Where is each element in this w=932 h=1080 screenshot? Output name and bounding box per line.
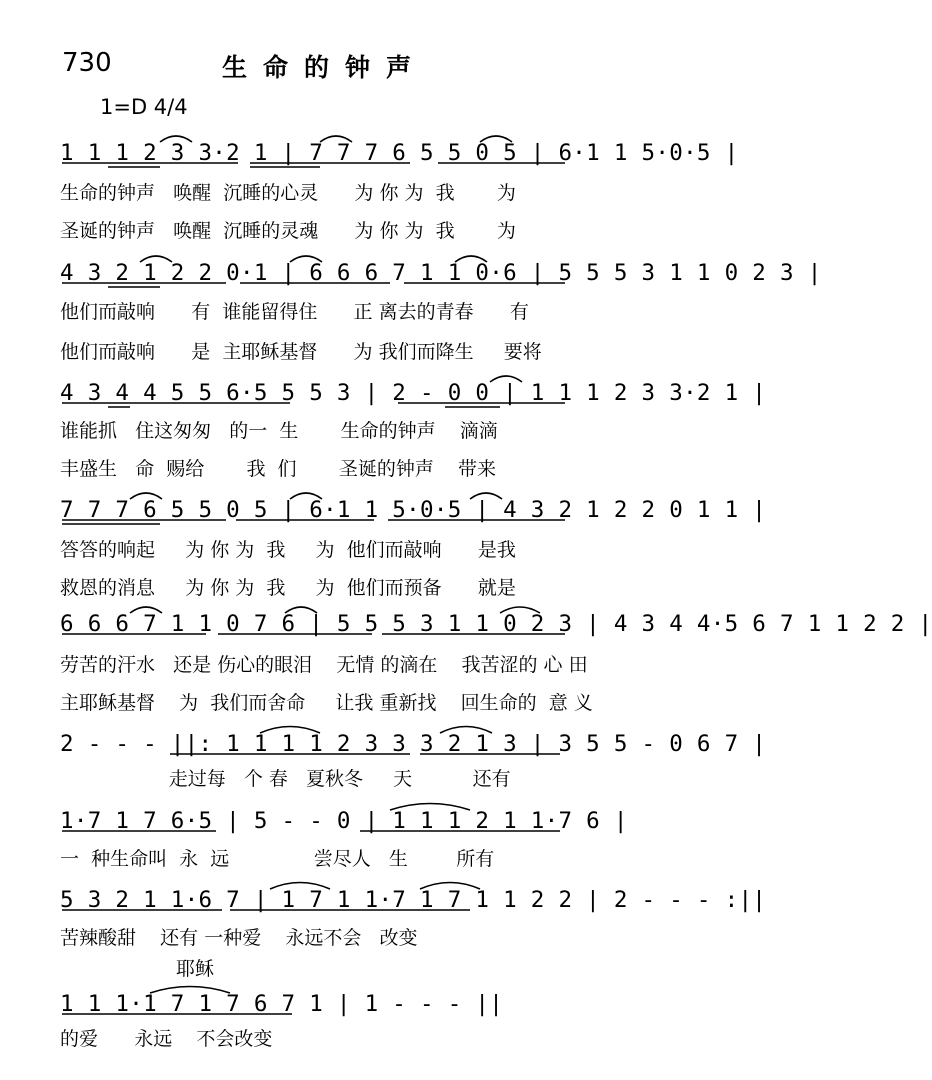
lyric-line-2b: 他们而敲响 是 主耶稣基督 为 我们而降生 要将: [60, 341, 542, 363]
notation-line-2: 4 3 2 1 2 2 0·1 | 6 6 6 7 1 1 0·6 | 5 5 5 3 1 1 0 2 3 |: [60, 260, 822, 286]
lyric-line-4a: 答答的响起 为 你 为 我 为 他们而敲响 是我: [60, 539, 516, 561]
notation-line-7: 1·7 1 7 6·5 | 5 - - 0 | 1 1 1 2 1 1·7 6 |: [60, 808, 628, 834]
lyric-above-line-9: 耶稣: [176, 958, 215, 980]
lyric-line-1a: 生命的钟声 唤醒 沉睡的心灵 为 你 为 我 为: [60, 182, 516, 204]
lyric-line-5a: 劳苦的汗水 还是 伤心的眼泪 无情 的滴在 我苦涩的 心 田: [60, 654, 588, 676]
lyric-line-1b: 圣诞的钟声 唤醒 沉睡的灵魂 为 你 为 我 为: [60, 220, 516, 242]
notation-line-4: 7 7 7 6 5 5 0 5 | 6·1 1 5·0·5 | 4 3 2 1 2 2 0 1 1 |: [60, 497, 767, 523]
notation-line-8: 5 3 2 1 1·6 7 | 1 7 1 1·7 1 7 1 1 2 2 | 2 - - - :||: [60, 887, 767, 913]
lyric-line-8: 苦辣酸甜 还有 一种爱 永远不会 改变: [60, 927, 418, 949]
lyric-line-3b: 丰盛生 命 赐给 我 们 圣诞的钟声 带来: [60, 458, 496, 480]
page-number: 730: [62, 48, 112, 78]
notation-line-3: 4 3 4 4 5 5 6·5 5 5 3 | 2 - 0 0 | 1 1 1 2 3 3·2 1 |: [60, 380, 767, 406]
notation-line-6: 2 - - - ||: 1 1 1 1 2 3 3 3 2 1 3 | 3 5 5 - 0 6 7 |: [60, 731, 767, 757]
song-title: 生命的钟声: [222, 53, 428, 82]
notation-line-9: 1 1 1·1 7 1 7 6 7 1 | 1 - - - ||: [60, 991, 504, 1017]
key-signature: 1=D 4/4: [100, 95, 188, 119]
lyric-line-5b: 主耶稣基督 为 我们而舍命 让我 重新找 回生命的 意 义: [60, 692, 593, 714]
notation-line-5: 6 6 6 7 1 1 0 7 6 | 5 5 5 3 1 1 0 2 3 | 4 3 4 4·5 6 7 1 1 2 2 |: [60, 611, 932, 637]
lyric-line-2a: 他们而敲响 有 谁能留得住 正 离去的青春 有: [60, 301, 529, 323]
lyric-line-6: 走过每 个 春 夏秋冬 天 还有: [60, 768, 511, 790]
lyric-line-4b: 救恩的消息 为 你 为 我 为 他们而预备 就是: [60, 577, 516, 599]
lyric-line-7: 一 种生命叫 永 远 尝尽人 生 所有: [60, 848, 495, 870]
lyric-line-9: 的爱 永远 不会改变: [60, 1028, 273, 1050]
lyric-line-3a: 谁能抓 住这匆匆 的一 生 生命的钟声 滴滴: [60, 420, 498, 442]
notation-line-1: 1 1 1 2 3 3·2 1 | 7 7 7 6 5 5 0 5 | 6·1 1 5·0·5 |: [60, 140, 739, 166]
